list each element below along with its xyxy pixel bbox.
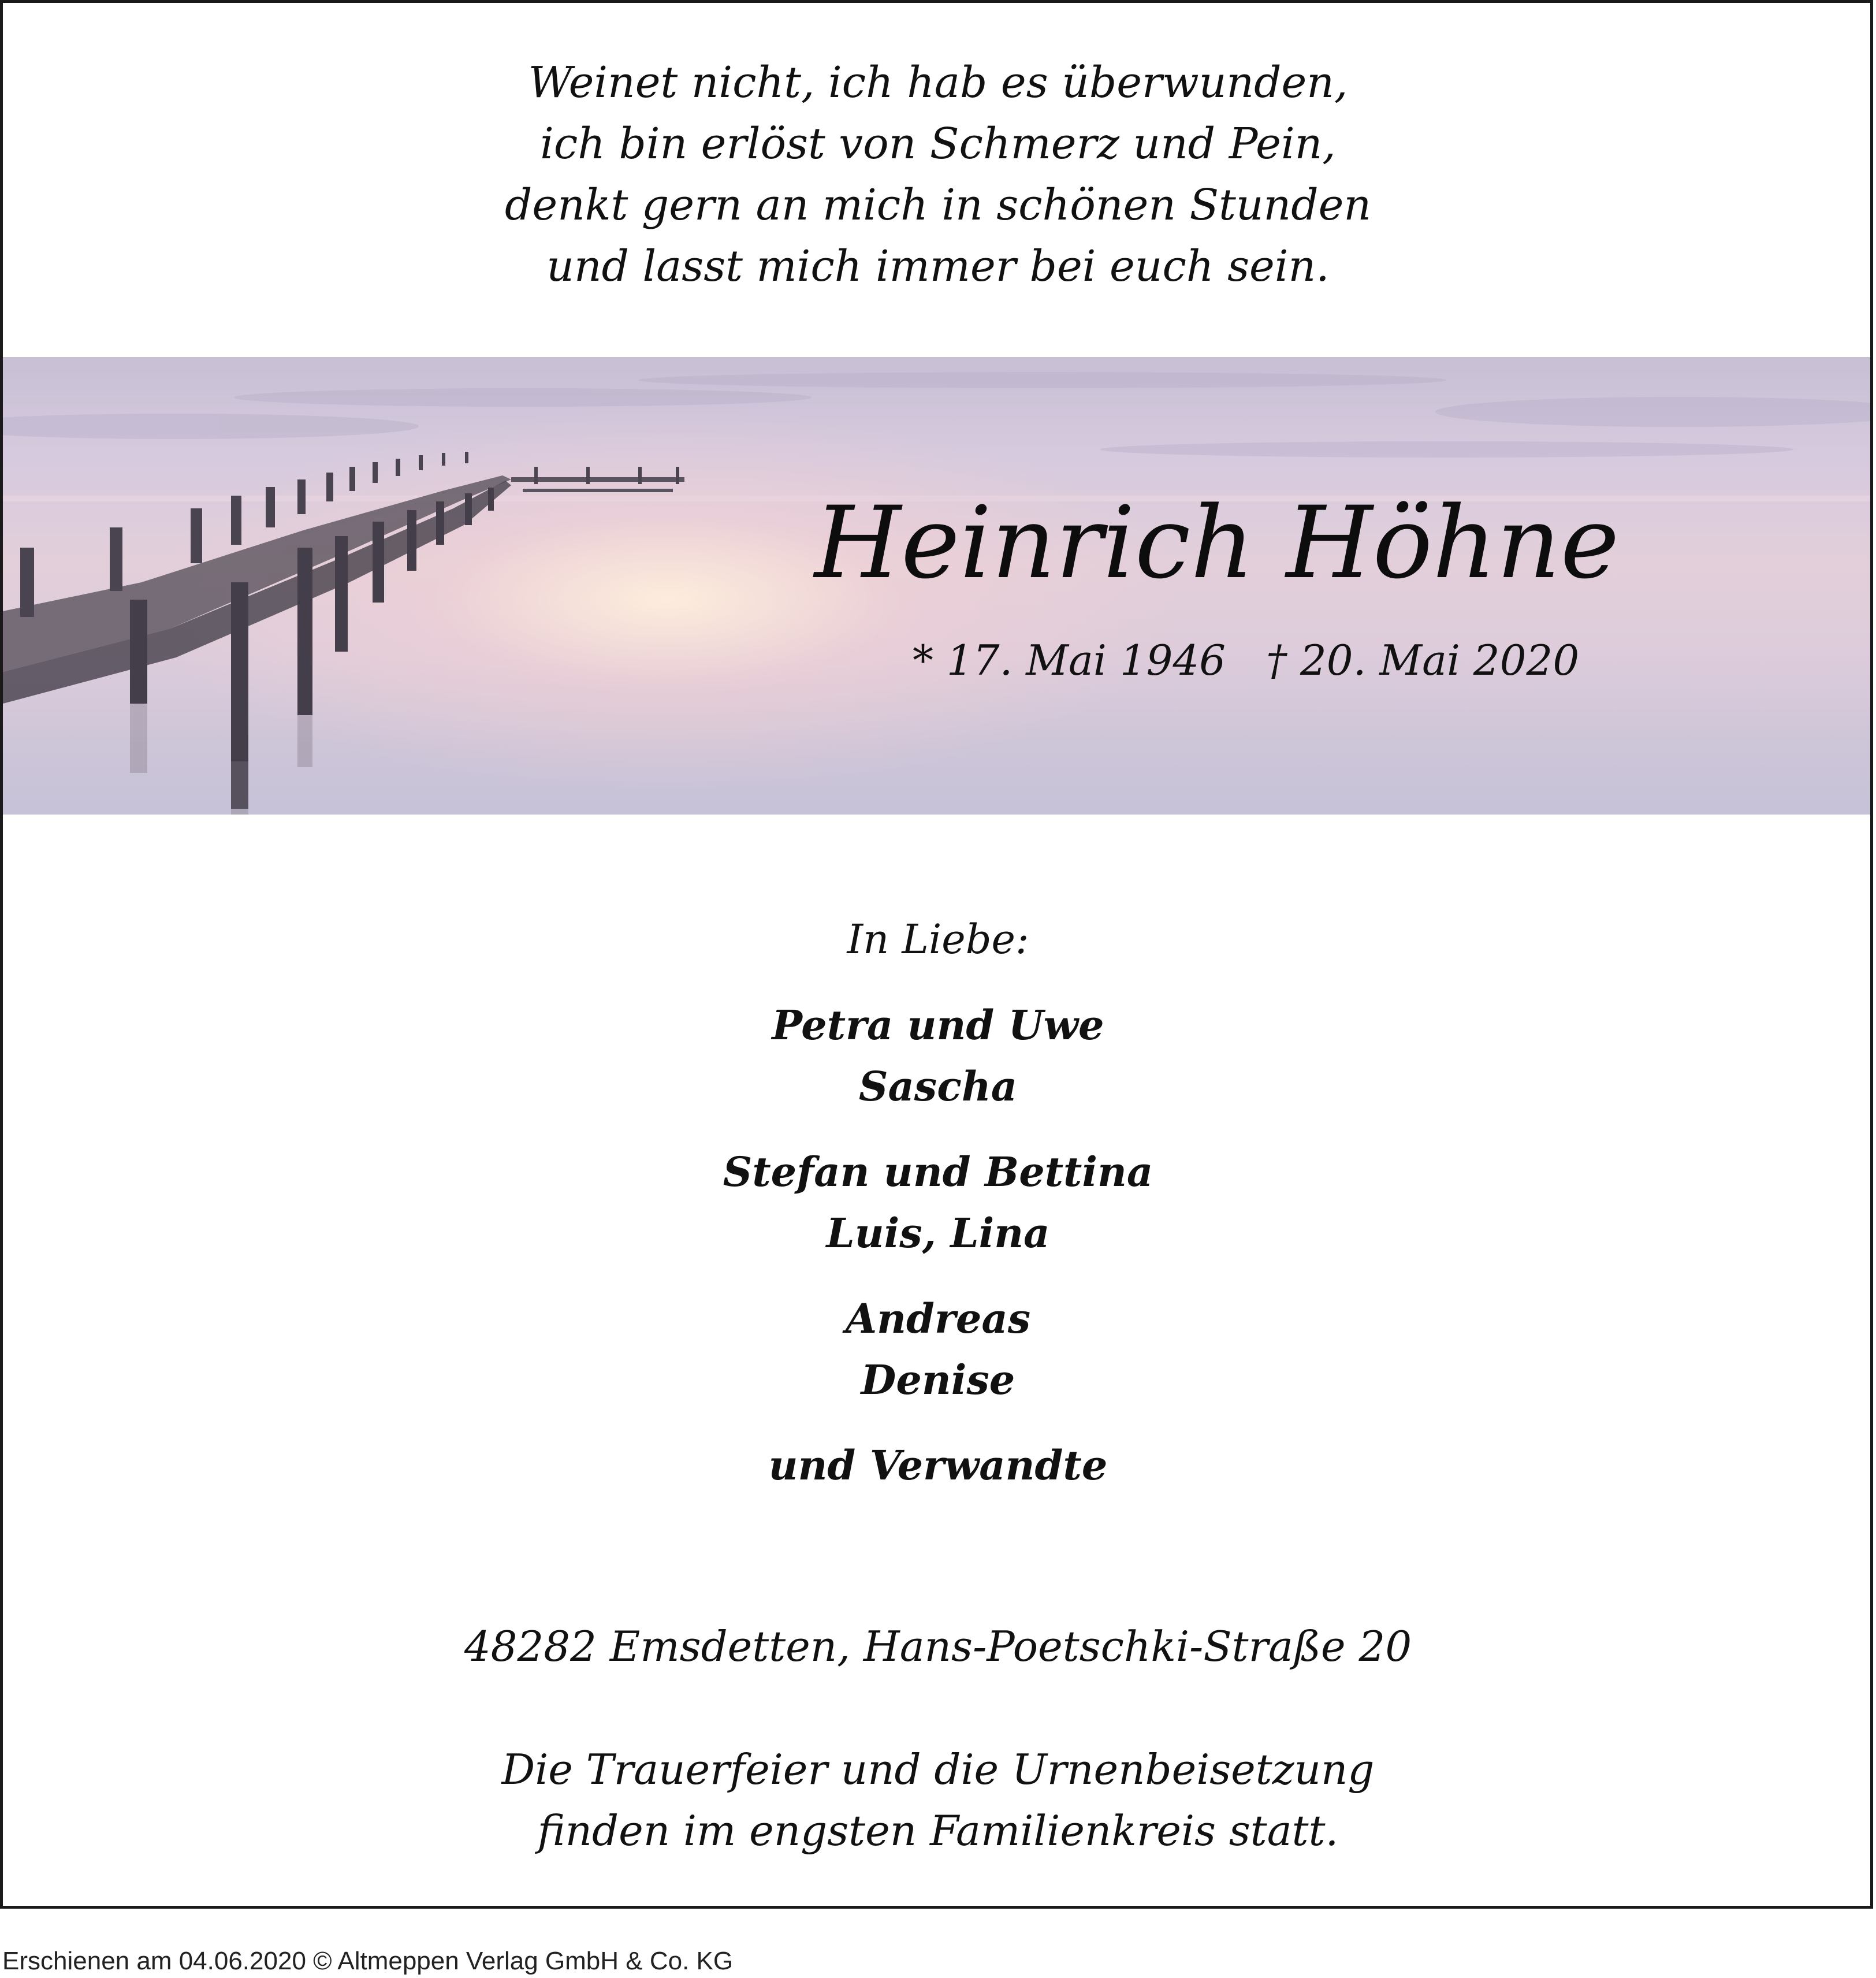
mourner-line: und Verwandte bbox=[768, 1441, 1108, 1489]
mourner-group bbox=[0, 1142, 1876, 1264]
poem-line: denkt gern an mich in schönen Stunden bbox=[504, 180, 1372, 230]
death-date: † 20. Mai 2020 bbox=[1266, 636, 1580, 685]
closing-note bbox=[0, 1739, 1876, 1861]
deceased-name: Heinrich Höhne bbox=[814, 485, 1620, 601]
mourner-line: Sascha bbox=[858, 1062, 1018, 1110]
mourner-line: Petra und Uwe bbox=[772, 1001, 1104, 1049]
banner bbox=[3, 357, 1870, 815]
poem-line: ich bin erlöst von Schmerz und Pein, bbox=[540, 119, 1336, 169]
poem bbox=[0, 52, 1876, 297]
mourner-line: Denise bbox=[861, 1356, 1015, 1404]
address: 48282 Emsdetten, Hans-Poetschki-Straße 20 bbox=[464, 1622, 1412, 1671]
poem-line: Weinet nicht, ich hab es überwunden, bbox=[528, 58, 1348, 107]
mourner-group bbox=[0, 995, 1876, 1117]
mourner-line: Andreas bbox=[845, 1295, 1031, 1343]
mourners-intro: In Liebe: bbox=[847, 916, 1029, 963]
publication-footer: Erschienen am 04.06.2020 © Altmeppen Verlag GmbH & Co. KG bbox=[2, 1947, 734, 1975]
mourner-group bbox=[0, 1435, 1876, 1496]
closing-line: Die Trauerfeier und die Urnenbeisetzung bbox=[501, 1745, 1375, 1794]
closing-line: finden im engsten Familienkreis statt. bbox=[537, 1806, 1339, 1855]
mourner-group bbox=[0, 1288, 1876, 1411]
poem-line: und lasst mich immer bei euch sein. bbox=[546, 241, 1330, 291]
mourner-line: Stefan und Bettina bbox=[723, 1148, 1153, 1196]
birth-date: * 17. Mai 1946 bbox=[913, 636, 1226, 685]
life-dates bbox=[913, 634, 1579, 686]
mourner-line: Luis, Lina bbox=[826, 1209, 1050, 1257]
